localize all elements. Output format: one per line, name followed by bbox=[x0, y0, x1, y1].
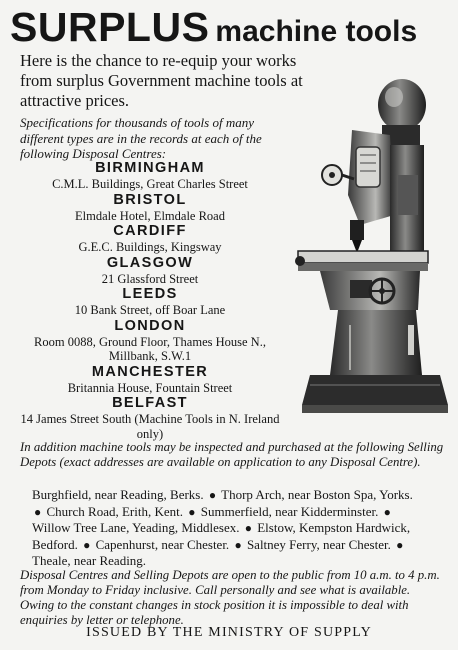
centre-city: BIRMINGHAM bbox=[95, 160, 205, 176]
depot-item: Thorp Arch, near Boston Spa, Yorks. bbox=[221, 487, 413, 502]
bullet-icon: ● bbox=[208, 488, 217, 502]
disposal-centre bbox=[0, 395, 300, 441]
depot-item: Summerfield, near Kidderminster. bbox=[200, 503, 379, 519]
headline-sub: machine tools bbox=[215, 15, 418, 48]
intro-text: Here is the chance to re-equip your works from surplus Government machine tools at attractive prices. bbox=[20, 51, 303, 110]
issuer-line: ISSUED BY THE MINISTRY OF SUPPLY bbox=[86, 625, 372, 640]
bullet-icon: ● bbox=[34, 504, 42, 519]
centre-address: Elmdale Hotel, Elmdale Road bbox=[75, 208, 225, 223]
disposal-centre bbox=[0, 160, 300, 192]
milling-machine-illustration bbox=[290, 75, 455, 420]
centre-city: BRISTOL bbox=[113, 191, 187, 208]
depot-item: Saltney Ferry, near Chester. bbox=[246, 536, 391, 552]
centre-city: LONDON bbox=[114, 317, 186, 334]
depot-item: Capenhurst, near Chester. bbox=[95, 536, 230, 552]
centre-city: GLASGOW bbox=[106, 254, 194, 271]
bullet-icon: ● bbox=[83, 537, 91, 552]
selling-depots-note: In addition machine tools may be inspected and purchased at the following Selling Depots (exact addresses are available on application to any Disposal Centre). bbox=[20, 440, 444, 469]
depot-item: Theale, near Reading. bbox=[32, 553, 147, 568]
centre-address: 21 Glassford Street bbox=[101, 271, 199, 286]
depot-item: Burghfield, near Reading, Berks. bbox=[32, 487, 204, 502]
centre-city: MANCHESTER bbox=[91, 363, 209, 380]
disposal-centre bbox=[0, 318, 300, 364]
disposal-centre bbox=[0, 255, 300, 287]
centre-address: Room 0088, Ground Floor, Thames House N., Millbank, S.W.1 bbox=[34, 334, 266, 363]
disposal-centres-list bbox=[0, 160, 300, 441]
centre-address: C.M.L. Buildings, Great Charles Street bbox=[52, 177, 248, 191]
bullet-icon: ● bbox=[234, 537, 242, 552]
disposal-centre bbox=[0, 364, 300, 396]
opening-hours-note: Disposal Centres and Selling Depots are open to the public from 10 a.m. to 4 p.m. from Monday to Friday inclusive. Call personally and see what is available. Owing to the constant changes in stock position it is impossible to deal with enquiries by letter or telephone. bbox=[20, 568, 440, 627]
disposal-centre bbox=[0, 192, 300, 224]
centre-address: Britannia House, Fountain Street bbox=[67, 380, 233, 395]
selling-depots-list bbox=[32, 487, 427, 569]
disposal-centre bbox=[0, 286, 300, 318]
depot-item: Elstow, Kempston Hardwick, Bedford. bbox=[32, 520, 411, 552]
bullet-icon: ● bbox=[396, 537, 404, 552]
centre-address: 10 Bank Street, off Boar Lane bbox=[74, 303, 226, 317]
bullet-icon: ● bbox=[383, 504, 391, 519]
depot-item: Willow Tree Lane, Yeading, Middlesex. bbox=[32, 520, 240, 535]
bullet-icon: ● bbox=[188, 504, 196, 519]
headline-main: SURPLUS bbox=[10, 4, 210, 50]
disposal-centre bbox=[0, 223, 300, 255]
bullet-icon: ● bbox=[244, 521, 252, 535]
centre-city: LEEDS bbox=[122, 286, 178, 302]
specifications-note: Specifications for thousands of tools of many different types are in the records at each of the following Disposal Centres: bbox=[20, 115, 262, 161]
centre-city: BELFAST bbox=[112, 395, 188, 411]
depot-item: Church Road, Erith, Kent. bbox=[46, 503, 183, 519]
centre-address: 14 James Street South (Machine Tools in N. Ireland only) bbox=[20, 412, 280, 441]
headline bbox=[10, 4, 450, 51]
centre-city: CARDIFF bbox=[113, 223, 187, 239]
centre-address: G.E.C. Buildings, Kingsway bbox=[78, 240, 222, 254]
